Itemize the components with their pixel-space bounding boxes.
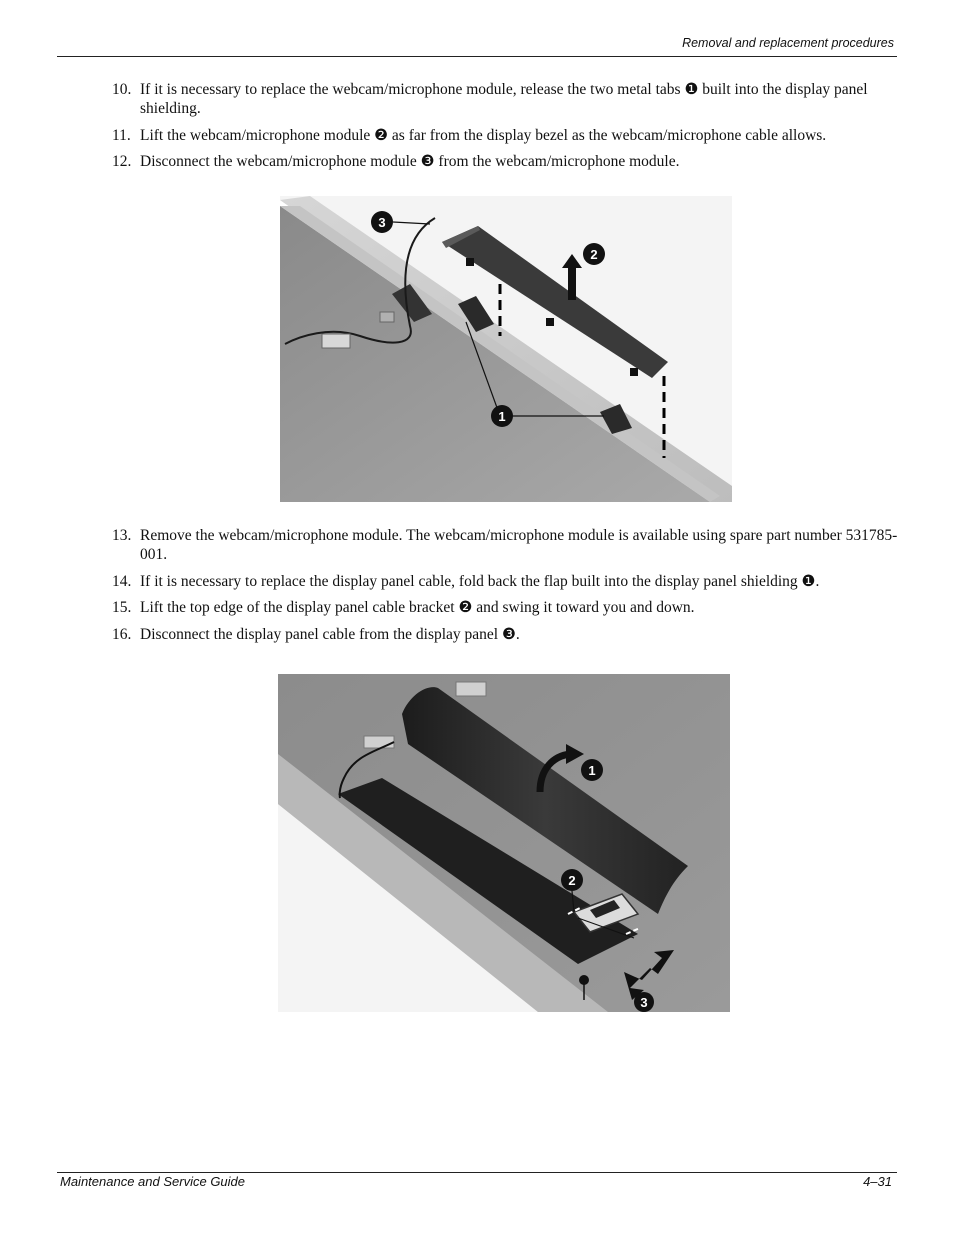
display-cable-figure (278, 674, 730, 1012)
step-number: 16. (112, 625, 132, 643)
callout-1 (581, 759, 603, 781)
callout-1 (491, 405, 513, 427)
svg-text:2: 2 (590, 247, 598, 262)
svg-text:1: 1 (588, 763, 596, 778)
step-text: If it is necessary to replace the webcam/microphone module, release the two metal tabs ❶ built into the display panel shielding. (140, 81, 868, 117)
step-text: Lift the webcam/microphone module ❷ as far from the display bezel as the webcam/microphone cable allows. (140, 126, 827, 144)
step-number: 14. (112, 572, 132, 590)
step-10 (112, 80, 902, 118)
step-16 (112, 625, 902, 644)
svg-text:3: 3 (378, 215, 386, 230)
step-14 (112, 572, 902, 591)
step-text: Lift the top edge of the display panel cable bracket ❷ and swing it toward you and down. (140, 599, 695, 616)
step-text: Disconnect the display panel cable from the display panel ❸. (140, 625, 520, 643)
footer-rule (57, 1172, 897, 1173)
footer-guide-title: Maintenance and Service Guide (60, 1174, 246, 1189)
running-header: Removal and replacement procedures (682, 36, 894, 50)
step-11 (112, 126, 902, 145)
step-number: 11. (112, 126, 131, 144)
step-number: 10. (112, 81, 132, 98)
svg-text:2: 2 (568, 873, 576, 888)
step-text: Disconnect the webcam/microphone module ❸ from the webcam/microphone module. (140, 153, 680, 170)
step-number: 12. (112, 153, 132, 170)
step-number: 13. (112, 527, 132, 544)
steps-list-bottom (112, 526, 902, 651)
steps-list-top (112, 80, 902, 179)
header-rule (57, 56, 897, 57)
step-12 (112, 152, 902, 171)
step-text: If it is necessary to replace the display panel cable, fold back the flap built into the display panel shielding ❶. (140, 572, 820, 590)
callout-2 (583, 243, 605, 265)
webcam-module-figure (280, 196, 732, 502)
svg-text:1: 1 (498, 409, 506, 424)
step-13 (112, 526, 902, 564)
svg-text:3: 3 (640, 995, 648, 1010)
step-15 (112, 598, 902, 617)
callout-3 (634, 992, 654, 1012)
step-number: 15. (112, 599, 132, 616)
step-text: Remove the webcam/microphone module. The webcam/microphone module is available using spare part number 531785-001. (140, 527, 898, 563)
footer-page-number: 4–31 (863, 1174, 892, 1189)
